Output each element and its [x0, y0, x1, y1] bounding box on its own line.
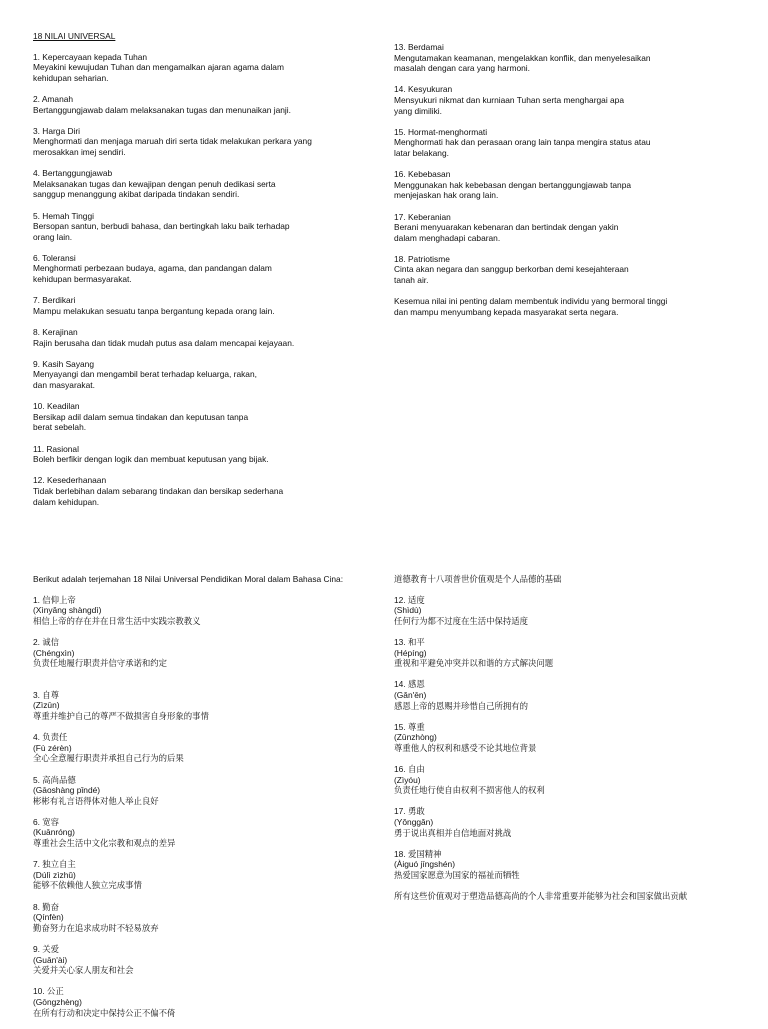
chinese-intro-text: Berikut adalah terjemahan 18 Nilai Universal Pendidikan Moral dalam Bahasa Cina: [33, 574, 344, 584]
malay-value-item [33, 211, 363, 243]
malay-value-heading: 5. Hemah Tinggi [33, 210, 94, 221]
chinese-value-pinyin: (Zìyóu) [394, 774, 421, 785]
malay-value-item [33, 475, 363, 507]
chinese-values-list-left [33, 595, 383, 1019]
chinese-value-item [33, 817, 383, 849]
chinese-value-pinyin: (Gāoshàng pǐndé) [33, 785, 101, 796]
document-title: 18 NILAI UNIVERSAL [33, 31, 116, 41]
chinese-value-pinyin: (Gōngzhèng) [33, 996, 82, 1007]
malay-value-description: Menyayangi dan mengambil berat terhadap keluarga, rakan, dan masyarakat. [33, 369, 257, 390]
chinese-value-description: 重视和平避免冲突并以和谐的方式解决问题 [394, 658, 554, 669]
malay-values-column-left [33, 31, 363, 518]
malay-value-description: Menghormati perbezaan budaya, agama, dan pandangan dalam kehidupan bermasyarakat. [33, 263, 272, 285]
chinese-value-pinyin: (Àiguó jīngshén) [394, 859, 455, 870]
chinese-value-heading: 3. 自尊 [33, 689, 60, 700]
chinese-value-item [33, 690, 383, 722]
malay-value-item [33, 52, 363, 84]
malay-value-heading: 15. Hormat-menghormati [394, 126, 488, 137]
malay-closing-paragraph: Kesemua nilai ini penting dalam membentuk individu yang bermoral tinggi dan mampu menyumbang kepada masyarakat serta negara. [394, 296, 668, 317]
chinese-value-item [33, 775, 383, 807]
malay-value-heading: 14. Kesyukuran [394, 84, 453, 95]
chinese-value-item [394, 722, 724, 754]
malay-value-item [33, 168, 363, 200]
malay-value-heading: 9. Kasih Sayang [33, 358, 94, 369]
malay-value-item [394, 42, 724, 74]
chinese-value-pinyin: (Zūnzhòng) [394, 732, 437, 743]
malay-value-item [33, 401, 363, 433]
malay-value-heading: 7. Berdikari [33, 295, 76, 306]
malay-value-heading: 10. Keadilan [33, 401, 80, 412]
chinese-value-description: 任何行为都不过度在生活中保持适度 [394, 615, 528, 626]
chinese-value-pinyin: (Chéngxìn) [33, 647, 75, 658]
chinese-closing-paragraph: 所有这些价值观对于塑造品德高尚的个人非常重要并能够为社会和国家做出贡献 [394, 891, 688, 902]
malay-value-description: Rajin berusaha dan tidak mudah putus asa dalam mencapai kejayaan. [33, 337, 295, 348]
malay-value-description: Menggunakan hak kebebasan dengan bertanggungjawab tanpa menjejaskan hak orang lain. [394, 179, 632, 201]
chinese-value-description: 全心全意履行职责并承担自己行为的后果 [33, 753, 184, 764]
chinese-value-heading: 17. 勇敢 [394, 806, 425, 817]
malay-value-item [394, 84, 724, 116]
chinese-value-pinyin: (Hépíng) [394, 647, 427, 658]
chinese-value-item [394, 849, 724, 881]
malay-value-item [33, 444, 363, 465]
chinese-value-pinyin: (Dúlì zìzhǔ) [33, 869, 76, 880]
malay-value-description: Mengutamakan keamanan, mengelakkan konflik, dan menyelesaikan masalah dengan cara yang harmoni. [394, 52, 651, 74]
malay-value-heading: 17. Keberanian [394, 211, 451, 222]
chinese-value-heading: 6. 宽容 [33, 816, 60, 827]
chinese-value-heading: 14. 感恩 [394, 679, 425, 690]
chinese-value-item [33, 944, 383, 976]
chinese-value-pinyin: (Yǒnggǎn) [394, 817, 434, 828]
chinese-value-description: 在所有行动和决定中保持公正不偏不倚 [33, 1007, 176, 1018]
malay-value-heading: 8. Kerajinan [33, 327, 78, 338]
chinese-value-pinyin: (Zìzūn) [33, 700, 60, 711]
malay-value-item [394, 127, 724, 159]
malay-value-item [394, 169, 724, 201]
malay-value-description: Tidak berlebihan dalam sebarang tindakan dan bersikap sederhana dalam kehidupan. [33, 485, 284, 507]
chinese-value-description: 能够不依赖他人独立完成事情 [33, 880, 142, 891]
chinese-value-item [33, 902, 383, 934]
chinese-values-list-right [394, 595, 724, 881]
malay-value-heading: 4. Bertanggungjawab [33, 168, 113, 179]
chinese-value-description: 尊重并维护自己的尊严不做损害自身形象的事情 [33, 710, 209, 721]
malay-value-item [33, 126, 363, 158]
chinese-value-description: 热爱国家愿意为国家的福祉而牺牲 [394, 870, 520, 881]
chinese-right-intro: 道德教育十八项普世价值观是个人品德的基础 [394, 574, 562, 584]
malay-value-heading: 2. Amanah [33, 93, 74, 104]
chinese-value-description: 尊重社会生活中文化宗教和观点的差异 [33, 838, 176, 849]
chinese-value-description: 勤奋努力在追求成功时不轻易放弃 [33, 922, 159, 933]
chinese-value-item [394, 595, 724, 627]
chinese-value-heading: 7. 独立自主 [33, 859, 76, 870]
malay-value-description: Berani menyuarakan kebenaran dan bertindak dengan yakin dalam menghadapi cabaran. [394, 222, 619, 243]
malay-value-item [33, 359, 363, 391]
malay-value-item [394, 254, 724, 286]
malay-value-heading: 1. Kepercayaan kepada Tuhan [33, 51, 148, 62]
malay-value-item [33, 327, 363, 348]
malay-value-item [33, 94, 363, 115]
chinese-values-column-left [33, 574, 383, 1029]
chinese-value-heading: 13. 和平 [394, 636, 425, 647]
chinese-value-heading: 9. 关爱 [33, 944, 60, 954]
chinese-value-heading: 10. 公正 [33, 986, 64, 997]
chinese-value-item [33, 637, 383, 669]
malay-value-heading: 6. Toleransi [33, 252, 76, 263]
malay-value-heading: 16. Kebebasan [394, 169, 451, 180]
chinese-value-description: 彬彬有礼言语得体对他人举止良好 [33, 795, 159, 806]
malay-value-description: Boleh berfikir dengan logik dan membuat keputusan yang bijak. [33, 454, 269, 465]
chinese-value-heading: 2. 诚信 [33, 636, 60, 647]
chinese-value-item [33, 595, 383, 627]
chinese-value-pinyin: (Guān'ài) [33, 954, 68, 965]
chinese-value-item [33, 986, 383, 1018]
chinese-value-description: 负责任地履行职责并信守承诺和约定 [33, 658, 167, 669]
chinese-value-pinyin: (Shìdù) [394, 605, 422, 616]
malay-value-description: Meyakini kewujudan Tuhan dan mengamalkan ajaran agama dalam kehidupan seharian. [33, 62, 284, 83]
chinese-value-item [33, 859, 383, 891]
chinese-value-pinyin: (Fù zérèn) [33, 742, 72, 753]
chinese-value-item [394, 806, 724, 838]
malay-value-description: Bersikap adil dalam semua tindakan dan keputusan tanpa berat sebelah. [33, 411, 249, 433]
malay-value-description: Mensyukuri nikmat dan kurniaan Tuhan serta menghargai apa yang dimiliki. [394, 94, 624, 116]
malay-value-item [33, 253, 363, 285]
chinese-value-heading: 15. 尊重 [394, 721, 425, 732]
chinese-value-item [394, 764, 724, 796]
malay-values-list-right [394, 42, 724, 286]
chinese-value-description: 关爱并关心家人朋友和社会 [33, 965, 134, 976]
chinese-value-pinyin: (Qínfèn) [33, 912, 64, 923]
chinese-value-item [394, 679, 724, 711]
chinese-value-item [394, 637, 724, 669]
malay-value-heading: 11. Rasional [33, 443, 79, 454]
malay-value-description: Mampu melakukan sesuatu tanpa bergantung kepada orang lain. [33, 305, 275, 316]
chinese-value-heading: 5. 高尚品德 [33, 774, 76, 785]
chinese-value-description: 相信上帝的存在并在日常生活中实践宗教教义 [33, 615, 201, 626]
chinese-value-heading: 16. 自由 [394, 764, 425, 775]
malay-value-item [394, 212, 724, 244]
malay-value-description: Bersopan santun, berbudi bahasa, dan bertingkah laku baik terhadap orang lain. [33, 221, 290, 242]
chinese-value-heading: 18. 爱国精神 [394, 848, 442, 859]
chinese-value-description: 负责任地行使自由权利不损害他人的权利 [394, 785, 545, 796]
malay-value-heading: 13. Berdamai [394, 42, 444, 52]
chinese-value-heading: 1. 信仰上帝 [33, 594, 76, 605]
chinese-value-heading: 4. 负责任 [33, 732, 68, 743]
malay-value-description: Menghormati hak dan perasaan orang lain tanpa mengira status atau latar belakang. [394, 137, 651, 158]
chinese-value-description: 尊重他人的权利和感受不论其地位背景 [394, 742, 537, 753]
malay-value-description: Cinta akan negara dan sanggup berkorban demi kesejahteraan tanah air. [394, 264, 629, 286]
chinese-value-item [33, 732, 383, 764]
chinese-values-column-right [394, 574, 724, 902]
chinese-value-pinyin: (Xìnyǎng shàngdì) [33, 605, 102, 616]
chinese-value-heading: 12. 适度 [394, 594, 425, 605]
malay-value-description: Melaksanakan tugas dan kewajipan dengan penuh dedikasi serta sanggup menanggung akibat daripada tindakan sendiri. [33, 178, 276, 200]
malay-value-item [33, 295, 363, 316]
chinese-value-pinyin: (Gǎn'ēn) [394, 689, 427, 700]
malay-value-heading: 3. Harga Diri [33, 125, 81, 136]
malay-value-heading: 18. Patriotisme [394, 253, 450, 264]
malay-values-list-left [33, 52, 363, 508]
malay-value-description: Bertanggungjawab dalam melaksanakan tugas dan menunaikan janji. [33, 104, 291, 115]
chinese-value-pinyin: (Kuānróng) [33, 827, 75, 838]
malay-value-description: Menghormati dan menjaga maruah diri serta tidak melakukan perkara yang merosakkan imej sendiri. [33, 136, 312, 157]
malay-values-column-right [394, 42, 724, 317]
malay-value-heading: 12. Kesederhanaan [33, 475, 107, 486]
chinese-value-heading: 8. 勤奋 [33, 901, 60, 912]
chinese-value-description: 勇于说出真相并自信地面对挑战 [394, 827, 512, 838]
chinese-value-description: 感恩上帝的恩赐并珍惜自己所拥有的 [394, 700, 528, 711]
